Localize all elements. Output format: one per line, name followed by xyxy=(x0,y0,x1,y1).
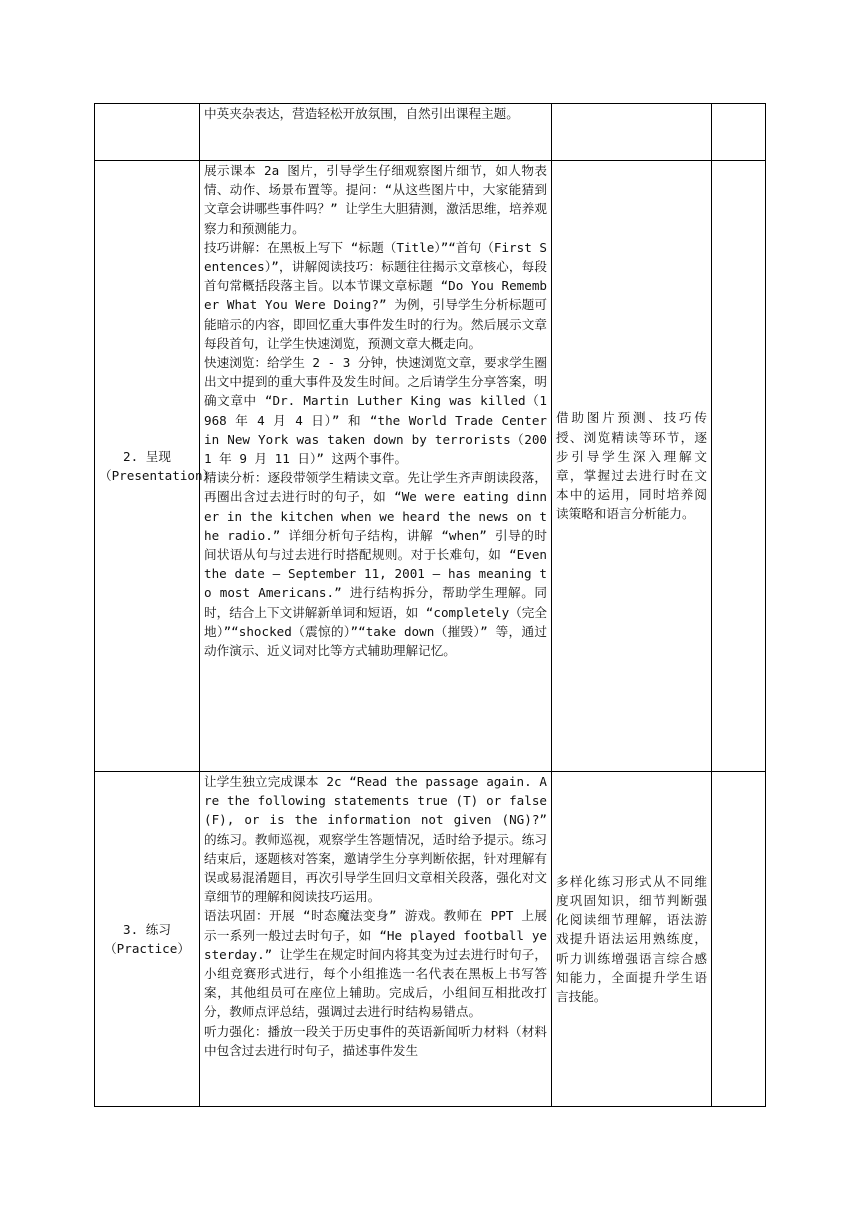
stage-cell: 2. 呈现（Presentation） xyxy=(95,161,200,772)
activity-paragraph: 技巧讲解：在黑板上写下 “标题（Title）”“首句（First Sentences）”，讲解阅读技巧：标题往往揭示文章核心，每段首句常概括段落主旨。以本节课文章标题 “Do You Remember What You Were Doing?” 为例，引导学生分析标题可能暗示的内容，即回忆重大事件发生时的行为。然后展示文章每段首句，让学生快速浏览，预测文章大概走向。 xyxy=(204,239,547,351)
aim-cell: 借助图片预测、技巧传授、浏览精读等环节，逐步引导学生深入理解文章，掌握过去进行时在文本中的运用，同时培养阅读策略和语言分析能力。 xyxy=(552,161,712,772)
activity-cell xyxy=(200,104,552,161)
activity-paragraph: 语法巩固：开展 “时态魔法变身” 游戏。教师在 PPT 上展示一系列一般过去时句子，如 “He played football yesterday.” 让学生在规定时间内将其变为过去进行时句子，小组竞赛形式进行，每个小组推选一名代表在黑板上书写答案，其他组员可在座位上辅助。完成后，小组间互相批改打分，教师点评总结，强调过去进行时结构易错点。 xyxy=(204,908,547,1020)
table-row xyxy=(95,104,766,161)
aim-cell xyxy=(552,104,712,161)
aim-cell: 多样化练习形式从不同维度巩固知识，细节判断强化阅读细节理解，语法游戏提升语法运用熟练度，听力训练增强语言综合感知能力，全面提升学生语言技能。 xyxy=(552,772,712,1107)
empty-cell xyxy=(712,161,766,772)
activity-paragraph: 让学生独立完成课本 2c “Read the passage again. Are the following statements true (T) or false (F), or is the information not given (NG)?” 的练习。教师巡视，观察学生答题情况，适时给予提示。练习结束后，逐题核对答案，邀请学生分享判断依据，针对理解有误或易混淆题目，再次引导学生回归文章相关段落，强化对文章细节的理解和阅读技巧运用。 xyxy=(204,774,547,905)
lesson-plan-table xyxy=(94,103,766,1107)
table-row xyxy=(95,772,766,1107)
activity-paragraph: 展示课本 2a 图片，引导学生仔细观察图片细节，如人物表情、动作、场景布置等。提问：“从这些图片中，大家能猜到文章会讲哪些事件吗？” 让学生大胆猜测，激活思维，培养观察力和预测能力。 xyxy=(204,163,547,236)
table-row xyxy=(95,161,766,772)
empty-cell xyxy=(712,772,766,1107)
empty-cell xyxy=(712,104,766,161)
activity-cell xyxy=(200,772,552,1107)
stage-cell: 3. 练习（Practice） xyxy=(95,772,200,1107)
activity-paragraph: 听力强化：播放一段关于历史事件的英语新闻听力材料（材料中包含过去进行时句子，描述事件发生 xyxy=(204,1023,547,1058)
activity-paragraph: 快速浏览：给学生 2 - 3 分钟，快速浏览文章，要求学生圈出文中提到的重大事件及发生时间。之后请学生分享答案，明确文章中 “Dr. Martin Luther King was killed（1968 年 4 月 4 日）” 和 “the World Trade Center in New York was taken down by terrorists（2001 年 9 月 11 日）” 这两个事件。 xyxy=(204,355,547,467)
activity-paragraph: 精读分析：逐段带领学生精读文章。先让学生齐声朗读段落，再圈出含过去进行时的句子，如 “We were eating dinner in the kitchen when we heard the news on the radio.” 详细分析句子结构，讲解 “when” 引导的时间状语从句与过去进行时搭配规则。对于长难句，如 “Even the date — September 11, 2001 — has meaning to most Americans.” 进行结构拆分，帮助学生理解。同时，结合上下文讲解新单词和短语，如 “completely（完全地）”“shocked（震惊的）”“take down（摧毁）” 等，通过动作演示、近义词对比等方式辅助理解记忆。 xyxy=(204,470,547,659)
activity-paragraph: 中英夹杂表达，营造轻松开放氛围，自然引出课程主题。 xyxy=(204,106,519,121)
stage-cell xyxy=(95,104,200,161)
activity-cell xyxy=(200,161,552,772)
